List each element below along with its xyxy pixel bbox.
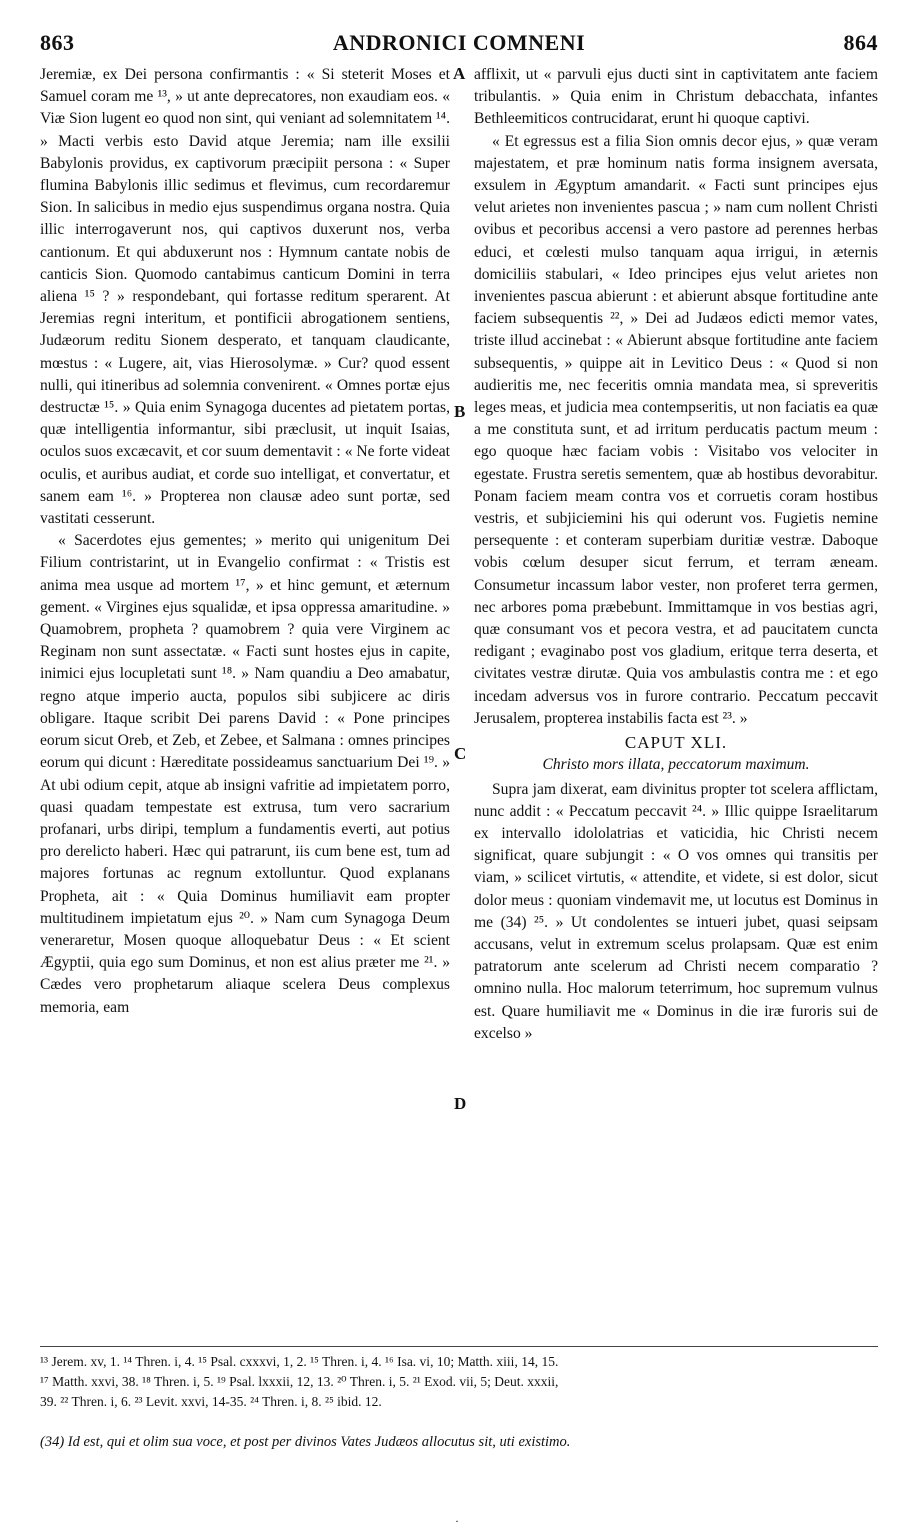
running-title: ANDRONICI COMNENI [332,30,586,55]
left-column [40,64,450,1019]
footnote-line-3: 39. ²² Thren. i, 6. ²³ Levit. xxvi, 14-35. ²⁴ Thren. i, 8. ²⁵ ibid. 12. [40,1394,382,1409]
right-paragraph-2: « Et egressus est a filia Sion omnis decor ejus, » quæ veram majestatem, et præ hominum natis forma insignem aversata, exsulem in Ægyptum amandarit. « Facti sunt principes ejus velut arietes non invenientes pascua ; » nam cum nollent Christi ovibus et pecoribus accensi a vero pastore ad perennes herbas educi, et cœlesti mulso tanquam aqua irrigui, in æternis domiciliis stabulari, « Ideo principes ejus velut arietes non invenientes pascua abierunt : et abierunt absque fortitudine ante faciem subsequentis ²², » Dei ad Judæos edicti memor vates, triste illud accinebat : « Abierunt absque fortitudine ante faciem subsequentis, » quippe ait in Levitico Deus : « Quod si non audieritis me, nec feceritis omnia mandata mea, si spreveritis leges meas, et judicia mea contempseritis, ut non faciatis ea quæ a me constituta sunt, et ad irritum perducatis pactum meum : ego quoque hæc faciam vobis : Visitabo vos velociter in egestate. Frustra seretis sementem, quæ ab hostibus devorabitur. Ponam faciem meam contra vos et corruetis coram hostibus vestris, et subjiciemini his qui oderunt vos. Fugietis nemine persequente : et conteram superbiam duritiæ vestræ. Daboque vobis cœlum desuper sicut ferrum, et terram æneam. Consumetur incassum labor vester, non proferet terra germen, nec arbores poma præbebunt. Immittamque in vos bestias agri, quæ consumant vos et pecora vestra, et ad paucitatem cuncta redigant ; evaginabo post vos gladium, eritque terra deserta, et civitates vestræ dirutæ. Quia vos ambulastis contra me : et ego incedam adversus vos in furore contrario. Peccatum peccavit Jerusalem, propterea instabilis facta est ²³. » [474,132,878,727]
chapter-heading: CAPUT XLI. [624,733,728,753]
margin-marker-d: D [454,1094,467,1113]
right-column [474,64,878,1045]
chapter-subtitle: Christo mors illata, peccatorum maximum. [542,756,810,774]
footnote-rule [40,1346,878,1347]
page-dot-mark: · [455,1514,459,1528]
editor-note: (34) Id est, qui et olim sua voce, et post per divinos Vates Judæos allocutus sit, uti existimo. [40,1434,571,1450]
left-paragraph-1: Jeremiæ, ex Dei persona confirmantis : « Si steterit Moses et Samuel coram me ¹³, » ut ante deprecatores, non exaudiam eos. « Viæ Sion lugent eo quod non sint, qui veniant ad solemnitatem ¹⁴. » Macti verbis esto David atque Jeremia; nam ille exsilii Babylonis providus, ex captivorum præcipiit persona : « Super flumina Babylonis illic sedimus et flevimus, cum recordaremur Sion. In salicibus in medio ejus suspendimus organa nostra. Quia illic interrogaverunt nos, qui captivos duxerunt nos, verba cantionum. Et qui abduxerunt nos : Hymnum cantate nobis de canticis Sion. Quomodo cantabimus canticum Domini in terra aliena ¹⁵ ? » respondebant, qui fortasse reditum sperarent. At Jeremias regni interitum, et pontificii abrogationem sentiens, Judæorum reditu Sionem desperato, et tanquam claudicante, mœstus : « Lugere, ait, vias Hierosolymæ. » Cur? quod essent nulli, qui itineribus ad solemnia convenirent. « Omnes portæ ejus destructæ ¹⁵. » Quia enim Synagoga ducentes ad pietatem portas, quæ intelligentia informantur, sibi præclusit, ut inquit Isaias, oculos suos excæcavit, et cor suum dementavit : « Ne forte videat oculis, et auribus audiat, et corde suo intelligat, et convertatur, et sanem eam ¹⁶. » Propterea non clausæ adeo sunt portæ, sed vastitati cesserunt. [40,66,450,528]
right-paragraph-3: Supra jam dixerat, eam divinitus propter tot scelera afflictam, nunc addit : « Peccatum peccavit ²⁴. » Illic quippe Israelitarum ex intervallo idololatrias et vaticidia, hic Christi necem significat, quare subjungit : « O vos omnes qui transitis per viam, » scilicet virtutis, « attendite, et videte, si est dolor, sicut dolor meus : quoniam vindemavit me, ut locutus est Dominus in me (34) ²⁵. » Ut condolentes se intueri jubet, quasi seipsam accusans, velut in extremum scelus prolapsam. Quæ est enim patratorum ante scelerum ad Christi necem comparatio ? omnino nulla. Hoc malorum teterrimum, hoc supremum vulnus est. Quare humiliavit me « Dominus in die iræ furoris sui de excelso » [474,780,878,1042]
running-header [40,30,878,58]
footnote-line-2: ¹⁷ Matth. xxvi, 38. ¹⁸ Thren. i, 5. ¹⁹ Psal. lxxxii, 12, 13. ²⁰ Thren. i, 5. ²¹ Exod. vii, 5; Deut. xxxii, [40,1374,559,1389]
footnotes [40,1352,878,1412]
page-number-left: 863 [40,30,75,55]
footnote-line-1: ¹³ Jerem. xv, 1. ¹⁴ Thren. i, 4. ¹⁵ Psal. cxxxvi, 1, 2. ¹⁵ Thren. i, 4. ¹⁶ Isa. vi, 10; Matth. xiii, 14, 15. [40,1354,559,1369]
page-number-right: 864 [843,30,878,55]
margin-marker-c: C [454,744,467,763]
right-paragraph-1: afflixit, ut « parvuli ejus ducti sint in captivitatem ante faciem tribulantis. » Quia enim in Christum debacchata, infantes Bethleemiticos contrucidarat, erunt hi quoque captivi. [474,66,878,128]
left-paragraph-2: « Sacerdotes ejus gementes; » merito qui unigenitum Dei Filium contristarint, ut in Evangelio confirmat : « Tristis est anima mea usque ad mortem ¹⁷, » et hinc gemunt, et æternum gement. « Virgines ejus squalidæ, et ipsa oppressa amaritudine. » Quamobrem, propheta ? quamobrem ? quia vere Virginem ac Reginam non sunt assectatæ. « Facti sunt hostes ejus in capite, inimici ejus locupletati sunt ¹⁸. » Nam quandiu a Deo amabatur, regno atque imperio aucta, populos sibi subjicere ac diris obligare. Itaque scribit Dei parens David : « Pone principes eorum sicut Oreb, et Zeb, et Zebee, et Salmana : omnes principes eorum qui dicunt : Hæreditate possideamus sanctuarium Dei ¹⁹. » At ubi odium cepit, atque ab insigni vafritie ad impietatem porro, quasi quadam tempestate est extrusa, tum vero sacrarium profanari, urbs diripi, templum a fundamentis everti, aut potius pro derelicto haberi. Hæc qui patrarunt, iis cum bene est, tum ad majores fortunas ac regnum extolluntur. Quod explanans Propheta, ait : « Quia Dominus humiliavit eam propter multitudinem impietatum ejus ²⁰. » Nam cum Synagoga Deum veneraretur, Mosen quoque alloquebatur Deus : « Et scient Ægyptii, quia ego sum Dominus, et non est alius præter me ²¹. » Cædes vero prophetarum aliaque scelera Deus complexus memoria, eam [40,532,450,1016]
margin-marker-b: B [454,402,466,421]
margin-marker-a: A [453,64,466,83]
